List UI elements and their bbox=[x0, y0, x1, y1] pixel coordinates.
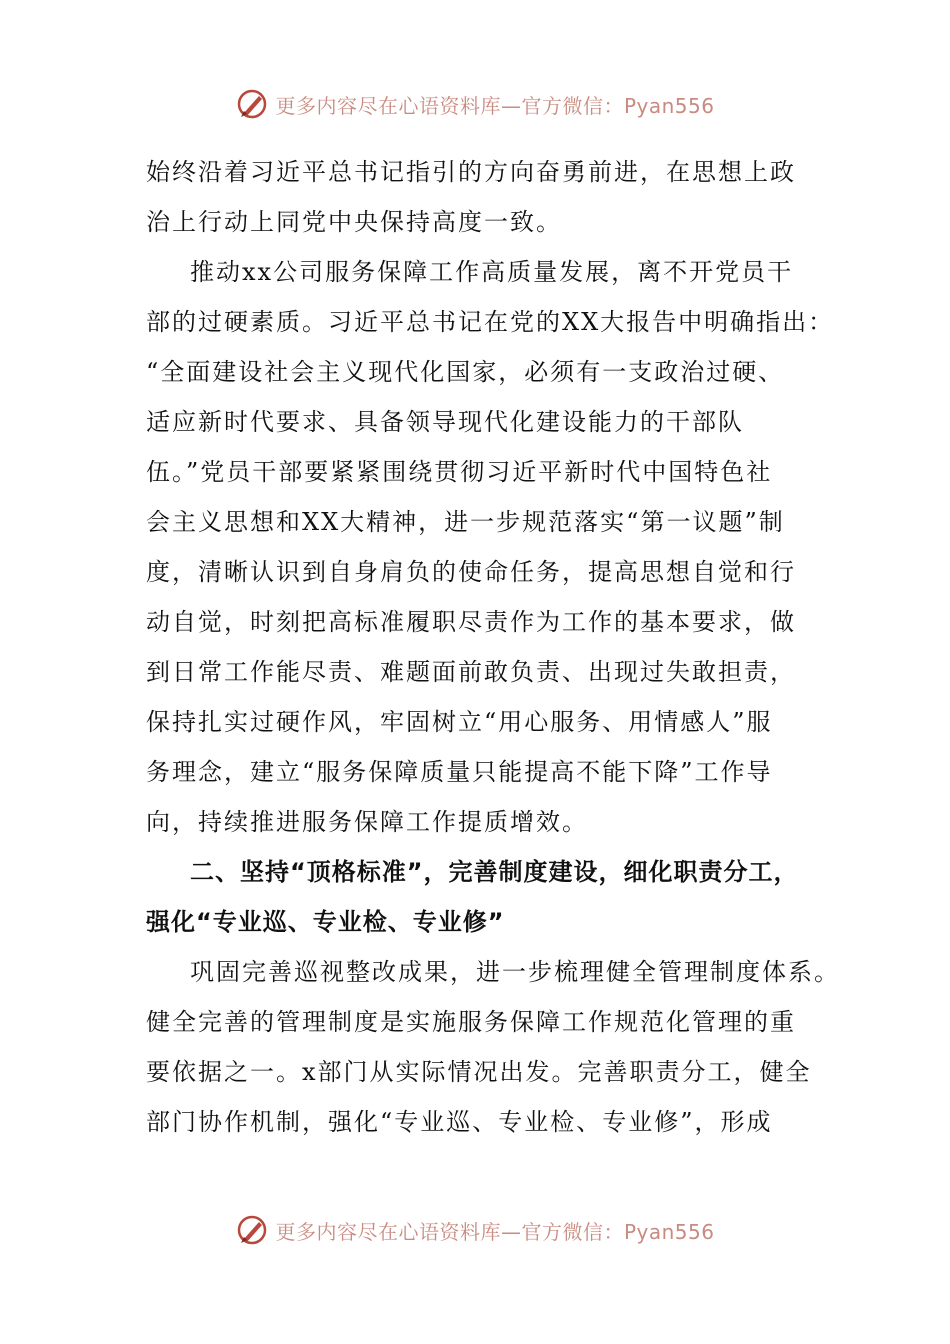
text-line: “全面建设社会主义现代化国家，必须有一支政治过硬、 bbox=[146, 358, 785, 386]
header-watermark-text: 更多内容尽在心语资料库—官方微信：Pyan556 bbox=[275, 93, 715, 118]
text-line: 巩固完善巡视整改成果，进一步梳理健全管理制度体系。 bbox=[190, 958, 840, 986]
text-line: 健全完善的管理制度是实施服务保障工作规范化管理的重 bbox=[146, 1008, 796, 1036]
text-line: 适应新时代要求、具备领导现代化建设能力的干部队 bbox=[146, 408, 744, 436]
text-line: 要依据之一。x部门从实际情况出发。完善职责分工，健全 bbox=[146, 1058, 812, 1086]
document-body bbox=[146, 147, 840, 1147]
text-line: 始终沿着习近平总书记指引的方向奋勇前进，在思想上政 bbox=[146, 158, 796, 186]
pen-logo-icon bbox=[235, 87, 269, 121]
heading-line: 二、坚持“顶格标准”，完善制度建设，细化职责分工， bbox=[190, 858, 799, 886]
text-line: 推动xx公司服务保障工作高质量发展，离不开党员干 bbox=[190, 258, 794, 286]
section-heading bbox=[146, 847, 821, 947]
header-watermark bbox=[0, 84, 950, 124]
text-line: 部门协作机制，强化“专业巡、专业检、专业修”，形成 bbox=[146, 1108, 773, 1136]
text-line: 治上行动上同党中央保持高度一致。 bbox=[146, 208, 562, 236]
text-line: 务理念，建立“服务保障质量只能提高不能下降”工作导 bbox=[146, 758, 773, 786]
pen-logo-icon bbox=[235, 1213, 269, 1247]
paragraph-continuation bbox=[146, 147, 821, 247]
text-line: 伍。”党员干部要紧紧围绕贯彻习近平新时代中国特色社 bbox=[146, 458, 773, 486]
text-line: 动自觉，时刻把高标准履职尽责作为工作的基本要求，做 bbox=[146, 608, 796, 636]
paragraph-party-members bbox=[146, 247, 835, 847]
paragraph-management-system bbox=[146, 947, 840, 1147]
text-line: 度，清晰认识到自身肩负的使命任务，提高思想自觉和行 bbox=[146, 558, 796, 586]
text-line: 向，持续推进服务保障工作提质增效。 bbox=[146, 808, 588, 836]
heading-line: 强化“专业巡、专业检、专业修” bbox=[146, 908, 505, 936]
text-line: 部的过硬素质。习近平总书记在党的XX大报告中明确指出： bbox=[146, 308, 835, 336]
text-line: 到日常工作能尽责、难题面前敢负责、出现过失敢担责， bbox=[146, 658, 796, 686]
footer-watermark bbox=[0, 1210, 950, 1250]
text-line: 保持扎实过硬作风，牢固树立“用心服务、用情感人”服 bbox=[146, 708, 773, 736]
footer-watermark-text: 更多内容尽在心语资料库—官方微信：Pyan556 bbox=[275, 1219, 715, 1244]
text-line: 会主义思想和XX大精神，进一步规范落实“第一议题”制 bbox=[146, 508, 785, 536]
